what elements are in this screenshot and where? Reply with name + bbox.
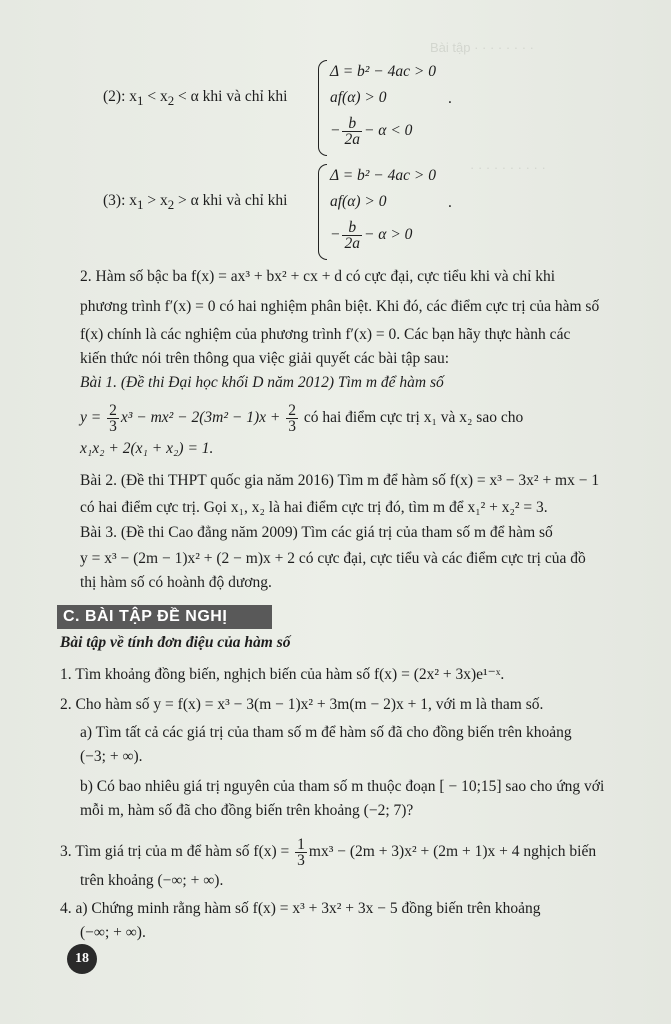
section-c-heading: C. BÀI TẬP ĐỀ NGHỊ (57, 605, 272, 629)
case-2-system-line-2: af(α) > 0 (330, 89, 387, 106)
proposed-exercise-4-line-2: (−∞; + ∞). (80, 924, 146, 941)
proposed-exercise-1: 1. Tìm khoảng đồng biến, nghịch biến của hàm số f(x) = (2x² + 3x)e¹⁻ˣ. (60, 666, 505, 683)
proposed-exercise-2a-line-2: (−3; + ∞). (80, 748, 143, 765)
proposed-exercise-2b-line-1: b) Có bao nhiêu giá trị nguyên của tham số m thuộc đoạn [ − 10;15] sao cho ứng với (80, 778, 605, 795)
case-2-system-line-1: Δ = b² − 4ac > 0 (330, 63, 436, 80)
system-brace (318, 164, 327, 260)
proposed-exercise-2a-line-1: a) Tìm tất cả các giá trị của tham số m để hàm số đã cho đồng biến trên khoảng (80, 724, 572, 741)
exercise-2-line-1: Bài 2. (Đề thi THPT quốc gia năm 2016) Tìm m để hàm số f(x) = x³ − 3x² + mx − 1 (80, 472, 600, 489)
subsection-heading: Bài tập về tính đơn điệu của hàm số (60, 634, 291, 651)
paragraph-2-line-4: kiến thức nói trên thông qua việc giải quyết các bài tập sau: (80, 350, 450, 367)
exercise-3-line-3: thị hàm số có hoành độ dương. (80, 574, 272, 591)
case-2-system-line-3: − $\frac{b}{2a}$ − α < 0 (330, 115, 413, 148)
exercise-1-line-1: Bài 1. (Đề thi Đại học khối D năm 2012) Tìm m để hàm số (80, 374, 444, 391)
proposed-exercise-4-line-1: 4. a) Chứng minh rằng hàm số f(x) = x³ + 3x² + 3x − 5 đồng biến trên khoảng (60, 900, 541, 917)
show-through-text: · · · · · · · · · · (470, 160, 546, 175)
proposed-exercise-2b-line-2: mỗi m, hàm số đã cho đồng biến trên khoảng (−2; 7)? (80, 802, 414, 819)
proposed-exercise-3-line-2: trên khoảng (−∞; + ∞). (80, 872, 224, 889)
case-2-period: . (448, 90, 452, 107)
paragraph-2-line-2: phương trình f′(x) = 0 có hai nghiệm phân biệt. Khi đó, các điểm cực trị của hàm số (80, 298, 600, 315)
case-3-system-line-1: Δ = b² − 4ac > 0 (330, 167, 436, 184)
page-number: 18 (67, 944, 97, 974)
case-2-condition: (2): $x_1 < x_2 < \alpha$ khi và chỉ khi (103, 88, 288, 109)
case-3-period: . (448, 194, 452, 211)
exercise-1-line-2: y = $\frac{2}{3}$ x³ − mx² − 2(3m² − 1)x + $\frac{2}{3}$ có hai điểm cực trị x₁ và x₂ sao cho (80, 401, 524, 435)
case-3-system-line-3: − $\frac{b}{2a}$ − α > 0 (330, 219, 413, 252)
paragraph-2-line-3: f(x) chính là các nghiệm của phương trình f′(x) = 0. Các bạn hãy thực hành các (80, 326, 571, 343)
case-3-condition: (3): $x_1 > x_2 > \alpha$ khi và chỉ khi (103, 192, 288, 213)
system-brace (318, 60, 327, 156)
exercise-3-line-2: y = x³ − (2m − 1)x² + (2 − m)x + 2 có cực đại, cực tiểu và các điểm cực trị của đồ (80, 550, 586, 567)
proposed-exercise-3-line-1: 3. Tìm giá trị của m để hàm số f(x) = $\frac{1}{3}$ mx³ − (2m + 3)x² + (2m + 1)x + 4 nghịch biến (60, 835, 597, 869)
case-3-system-line-2: af(α) > 0 (330, 193, 387, 210)
proposed-exercise-2-stem: 2. Cho hàm số y = f(x) = x³ − 3(m − 1)x² + 3m(m − 2)x + 1, với m là tham số. (60, 696, 544, 713)
show-through-text: Bài tập · · · · · · · · (430, 40, 534, 55)
paragraph-2-line-1: 2. Hàm số bậc ba f(x) = ax³ + bx² + cx + d có cực đại, cực tiểu khi và chỉ khi (80, 268, 556, 285)
exercise-1-line-3: x₁x₂ + 2(x₁ + x₂) = 1. (80, 440, 214, 457)
exercise-3-line-1: Bài 3. (Đề thi Cao đẳng năm 2009) Tìm các giá trị của tham số m để hàm số (80, 524, 553, 541)
exercise-2-line-2: có hai điểm cực trị. Gọi x₁, x₂ là hai điểm cực trị đó, tìm m để x₁² + x₂² = 3. (80, 499, 548, 516)
